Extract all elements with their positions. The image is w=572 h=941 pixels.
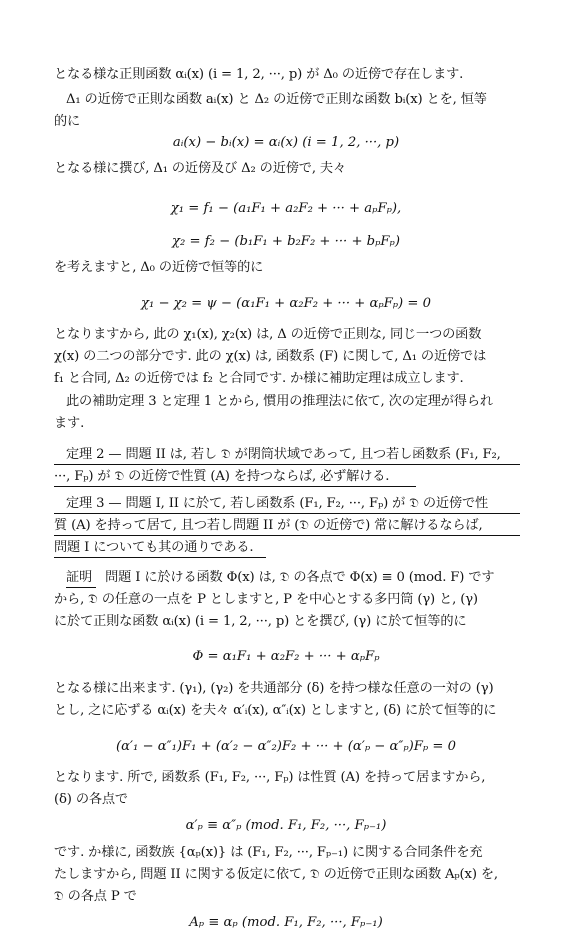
- text-line: とし, 之に応ずる αᵢ(x) を夫々 α′ᵢ(x), α″ᵢ(x) としますと, (δ) に於て恒等的に: [54, 703, 497, 718]
- text-line: 此の補助定理 3 と定理 1 とから, 慣用の推理法に依て, 次の定理が得られ: [66, 394, 493, 409]
- text-line: となる様に撰び, Δ₁ の近傍及び Δ₂ の近傍で, 夫々: [54, 161, 346, 176]
- underline: [66, 587, 96, 588]
- text-line: となります. 所で, 函数系 (F₁, F₂, ···, Fₚ) は性質 (A) を持って居ますから,: [54, 770, 486, 785]
- text-line: たしますから, 問題 II に関する仮定に依て, 𝔇 の近傍で正則な函数 Aₚ(x) を,: [54, 867, 498, 882]
- equation: χ₁ = f₁ − (a₁F₁ + a₂F₂ + ··· + aₚFₚ),: [170, 201, 402, 216]
- theorem-2-line: ···, Fₚ) が 𝔇 の近傍で性質 (A) を持つならば, 必ず解ける.: [54, 469, 390, 484]
- underline: [54, 513, 520, 514]
- underline: [54, 557, 266, 558]
- theorem-3-line: 問題 I についても其の通りである.: [54, 540, 254, 555]
- proof-line: 証明 問題 I に於ける函数 Φ(x) は, 𝔇 の各点で Φ(x) ≡ 0 (mod. F) です: [66, 570, 495, 585]
- equation: χ₁ − χ₂ = ψ − (α₁F₁ + α₂F₂ + ··· + αₚFₚ) = 0: [140, 296, 432, 311]
- text-line: です. か様に, 函数族 {αₚ(x)} は (F₁, F₂, ···, Fₚ₋₁) に関する合同条件を充: [54, 845, 483, 860]
- underline: [54, 486, 416, 487]
- text-line: となりますから, 此の χ₁(x), χ₂(x) は, Δ の近傍で正則な, 同じ一つの函数: [54, 327, 482, 342]
- text-line: (δ) の各点で: [54, 792, 128, 807]
- text-line: となる様な正則函数 αᵢ(x) (i = 1, 2, ···, p) が Δ₀ の近傍で存在します.: [54, 67, 464, 82]
- text-line: に於て正則な函数 αᵢ(x) (i = 1, 2, ···, p) とを撰び, (γ) に於て恒等的に: [54, 614, 467, 629]
- equation: α′ₚ ≡ α″ₚ (mod. F₁, F₂, ···, Fₚ₋₁): [185, 818, 387, 833]
- theorem-2-line: 定理 2 — 問題 II は, 若し 𝔇 が閉筒状域であって, 且つ若し函数系 (F₁, F₂,: [66, 447, 501, 462]
- text-line: χ(x) の二つの部分です. 此の χ(x) は, 函数系 (F) に関して, Δ₁ の近傍では: [54, 349, 487, 364]
- underline: [54, 464, 520, 465]
- theorem-3-line: 定理 3 — 問題 I, II に於て, 若し函数系 (F₁, F₂, ···, Fₚ) が 𝔇 の近傍で性: [66, 496, 489, 511]
- text-line: Δ₁ の近傍で正則な函数 aᵢ(x) と Δ₂ の近傍で正則な函数 bᵢ(x) とを, 恒等: [66, 92, 487, 107]
- underline: [54, 535, 520, 536]
- equation: (α′₁ − α″₁)F₁ + (α′₂ − α″₂)F₂ + ··· + (α′ₚ − α″ₚ)Fₚ = 0: [115, 739, 457, 754]
- text-line: 的に: [54, 114, 81, 129]
- text-line: 𝔇 の各点 P で: [54, 889, 137, 904]
- equation: Φ = α₁F₁ + α₂F₂ + ··· + αₚFₚ: [192, 649, 380, 664]
- equation: aᵢ(x) − bᵢ(x) = αᵢ(x) (i = 1, 2, ···, p): [172, 135, 400, 150]
- theorem-3-line: 質 (A) を持って居て, 且つ若し問題 II が (𝔇 の近傍で) 常に解けるならば,: [54, 518, 483, 533]
- text-line: を考えますと, Δ₀ の近傍で恒等的に: [54, 260, 264, 275]
- equation: Aₚ ≡ αₚ (mod. F₁, F₂, ···, Fₚ₋₁): [189, 915, 383, 930]
- text-line: となる様に出来ます. (γ₁), (γ₂) を共通部分 (δ) を持つ様な任意の一対の (γ): [54, 681, 494, 696]
- text-line: から, 𝔇 の任意の一点を P としますと, P を中心とする多円筒 (γ) と, (γ): [54, 592, 478, 607]
- text-line: ます.: [54, 416, 85, 431]
- equation: χ₂ = f₂ − (b₁F₁ + b₂F₂ + ··· + bₚFₚ): [172, 234, 400, 249]
- text-line: f₁ と合同, Δ₂ の近傍では f₂ と合同です. か様に補助定理は成立します.: [54, 371, 464, 386]
